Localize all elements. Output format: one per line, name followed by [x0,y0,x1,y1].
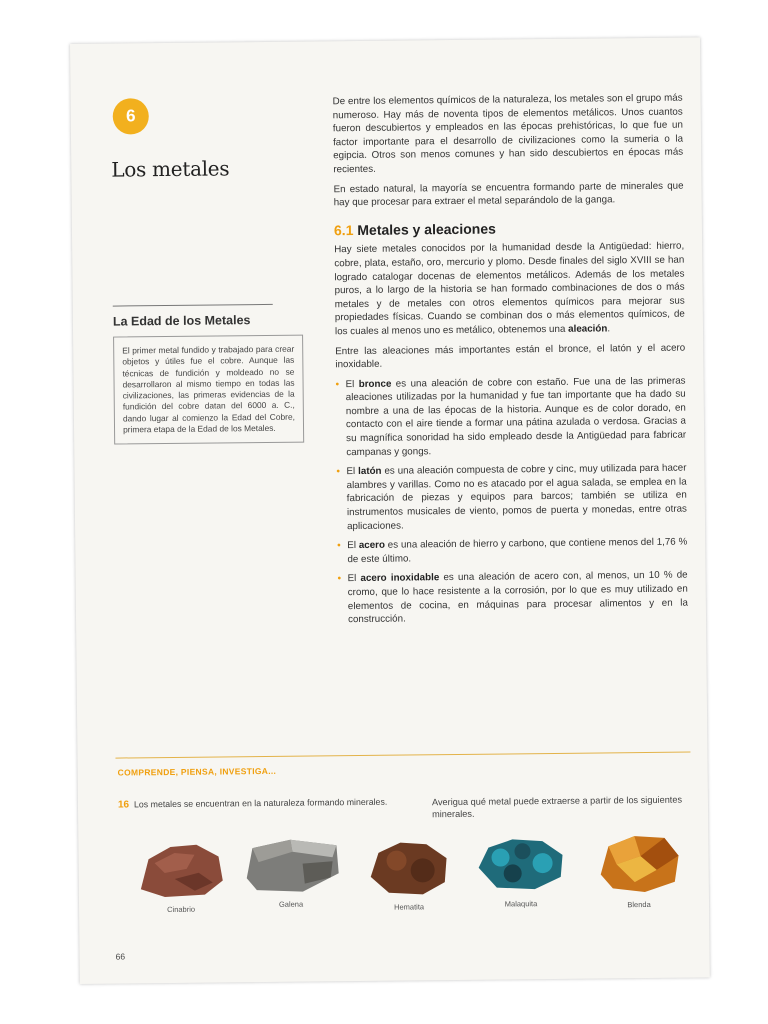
exercise-heading: COMPRENDE, PIENSA, INVESTIGA... [117,765,277,778]
chapter-number-badge [113,98,149,134]
intro-paragraph-1: De entre los elementos químicos de la naturaleza, los metales son el grupo más numeroso. Hay más de noventa tipos de elementos metálicos. Unos cuantos fueron descubiertos y empleados en las épocas prehistóricas, lo que fue un factor importante para el desarrollo de civilizaciones como la sumeria o la egipcia. Otros son menos comunes y han sido descubiertos en épocas más recientes. [332,92,684,176]
bullet-prefix: El [345,378,359,390]
blenda-image [594,830,683,897]
mineral-malaquita [472,833,569,909]
cinabrio-image [134,838,227,901]
sidebar-box [113,335,304,445]
bullet-term: acero inoxidable [360,572,440,585]
mineral-label: Blenda [627,899,651,910]
section-number: 6.1 [333,221,354,238]
mineral-label: Galena [278,899,304,909]
sidebar-divider [113,304,273,307]
mineral-label: Cinabrio [167,904,196,915]
bullet-prefix: El [347,540,359,552]
left-column [70,41,327,744]
bullet-laton [336,462,687,534]
bullet-marker: • [337,540,341,552]
mineral-cinabrio [132,838,229,914]
mineral-label: Malaquita [504,899,538,909]
textbook-page [70,37,710,984]
bullet-acero-inoxidable [338,569,689,627]
exercise-divider [115,752,690,759]
bullet-marker: • [336,466,340,478]
section-paragraph-1-text: Hay siete metales conocidos por la humanidad desde la Antigüedad: hierro, cobre, plata, estaño, oro, mercurio y plomo. Desde finales del siglo XVIII se han logrado catalogar docenas de elementos metálicos. Además de los metales puros, a lo largo de la historia se han formado combinaciones de dos o más metales y de metales con otros elementos químicos para mejorar sus propiedades físicas. Cuando se combinan dos o más elementos químicos, de los cuales al menos uno es metálico, obtenemos una [334,240,685,338]
mineral-blenda [590,830,687,910]
bullet-marker: • [335,378,340,390]
section-title: Metales y aleaciones [357,220,496,238]
bullet-text: es una aleación compuesta de cobre y cinc, muy utilizada para hacer alambres y varillas. Como no es atacado por el agua salada, se emplea en la fabricación de piezas y equipos para barcos; también se utiliza en instrumentos musicales de viento, pomos de puerta y monedas, entre otras aplicaciones. [346,462,687,532]
malaquita-image [472,833,569,896]
bullet-prefix: El [347,573,361,585]
bullet-prefix: El [346,466,359,478]
section-paragraph-2: Entre las aleaciones más importantes están el bronce, el latón y el acero inoxidable. [335,342,686,371]
exercise-text-right: Averigua qué metal puede extraerse a partir de los siguientes minerales. [431,794,683,820]
intro-paragraph-2: En estado natural, la mayoría se encuentra formando parte de minerales que hay que procesar para extraer el metal separándolo de la ganga. [333,180,684,209]
bullet-text: es una aleación de hierro y carbono, que contiene menos del 1,76 % de este último. [347,536,688,565]
page-number: 66 [115,951,126,962]
sidebar-text: El primer metal fundido y trabajado para crear objetos y útiles fue el cobre. Aunque las técnicas de fundición y moldeado no se desarrollaron al mismo tiempo en todas las civilizaciones, las primeras evidencias de la fundición del cobre datan del 6000 a. C., dando lugar al comienzo la Edad del Cobre, primera etapa de la Edad de los Metales. [122,343,295,435]
section-paragraph-1 [334,240,685,339]
bullet-marker: • [337,573,342,585]
main-column [333,92,689,633]
exercise-text-left: Los metales se encuentran en la naturaleza formando minerales. [133,796,388,810]
section-heading [334,220,684,237]
bullet-bronce [336,374,687,459]
hematita-image [366,836,451,899]
galena-image [242,833,343,896]
chapter-title: Los metales [111,156,230,182]
aleacion-term: aleación [568,323,608,335]
bullet-acero [337,536,687,567]
sidebar-title: La Edad de los Metales [112,313,251,329]
bullet-term: bronce [358,378,392,390]
sidebar-note [113,304,304,445]
mineral-galena [242,833,339,909]
chapter-number: 6 [125,106,136,126]
bullet-text: es una aleación de cobre con estaño. Fue una de las primeras aleaciones utilizadas por la humanidad y fue tan importante que ha dado su nombre a una de las épocas de la historia. Aunque es de color dorado, en contacto con el aire tiende a formar una pátina azulada o verdosa. Gracias a su magnífica sonoridad ha sido empleado desde la Antigüedad para fabricar campanas y gongs. [345,375,687,458]
mineral-hematita [360,836,457,912]
exercise-number: 16 [117,799,130,811]
bullet-text: es una aleación de acero con, al menos, un 10 % de cromo, que lo hace resistente a la corrosión, por lo que es muy utilizado en elementos de cocina, en máquinas para procesar alimentos y en la construcción. [347,569,688,626]
section-paragraph-1-end: . [607,323,611,335]
mineral-label: Hematita [393,902,425,912]
bullet-term: acero [358,539,386,552]
bullet-term: latón [358,466,382,478]
minerals-row [132,828,693,924]
